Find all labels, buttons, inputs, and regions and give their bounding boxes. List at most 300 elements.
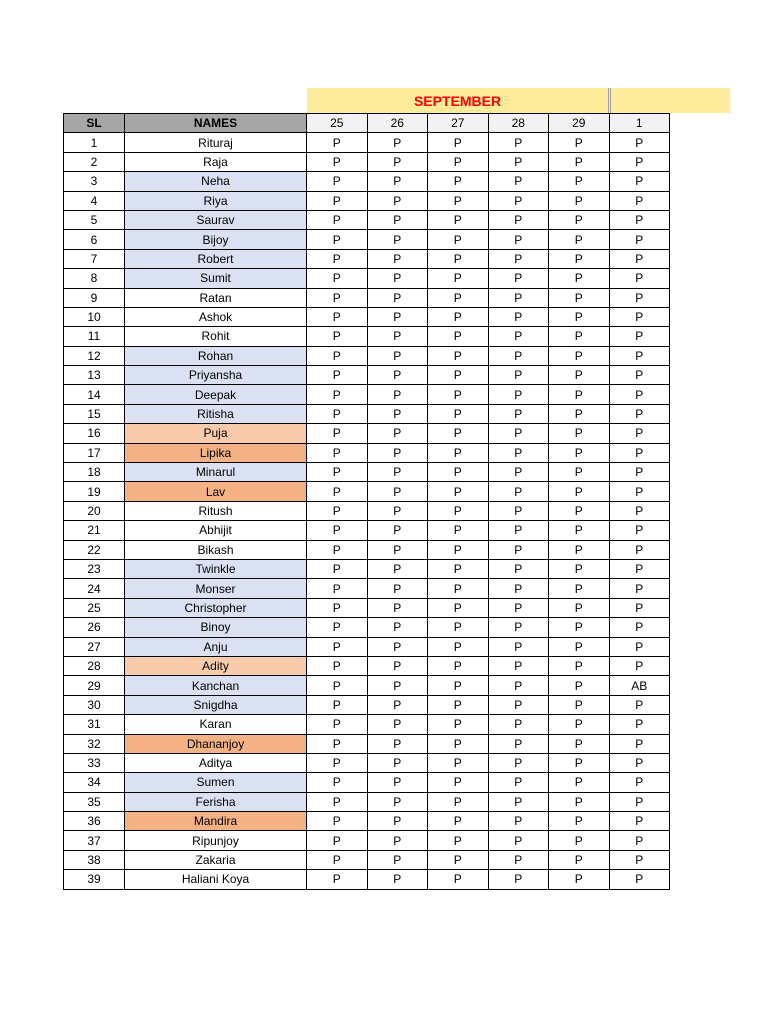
attendance-cell[interactable]: P [307,734,368,753]
attendance-cell[interactable]: P [549,230,610,249]
attendance-cell[interactable]: P [428,327,489,346]
attendance-cell[interactable]: P [488,463,549,482]
sl-cell[interactable]: 10 [64,307,125,326]
attendance-cell[interactable]: P [549,404,610,423]
sl-cell[interactable]: 5 [64,210,125,229]
name-cell[interactable]: Ashok [125,307,307,326]
attendance-cell[interactable]: P [428,676,489,695]
name-cell[interactable]: Snigdha [125,695,307,714]
sl-cell[interactable]: 26 [64,618,125,637]
attendance-cell[interactable]: P [307,715,368,734]
attendance-cell[interactable]: P [488,598,549,617]
attendance-cell[interactable]: P [428,715,489,734]
name-cell[interactable]: Aditya [125,753,307,772]
attendance-cell[interactable]: P [307,424,368,443]
attendance-cell[interactable]: P [367,812,428,831]
name-cell[interactable]: Rohit [125,327,307,346]
attendance-cell[interactable]: P [307,463,368,482]
attendance-cell[interactable]: P [609,307,670,326]
attendance-cell[interactable]: P [549,870,610,889]
attendance-cell[interactable]: P [609,812,670,831]
attendance-cell[interactable]: P [307,812,368,831]
attendance-cell[interactable]: P [367,230,428,249]
attendance-cell[interactable]: P [367,656,428,675]
attendance-cell[interactable]: P [549,540,610,559]
attendance-cell[interactable]: P [367,676,428,695]
sl-cell[interactable]: 6 [64,230,125,249]
attendance-cell[interactable]: P [307,482,368,501]
attendance-cell[interactable]: P [367,249,428,268]
attendance-cell[interactable]: P [488,249,549,268]
sl-cell[interactable]: 1 [64,133,125,152]
attendance-cell[interactable]: P [488,133,549,152]
attendance-cell[interactable]: P [549,753,610,772]
name-cell[interactable]: Riya [125,191,307,210]
sl-cell[interactable]: 4 [64,191,125,210]
attendance-cell[interactable]: P [549,366,610,385]
attendance-cell[interactable]: P [488,676,549,695]
attendance-cell[interactable]: P [307,540,368,559]
attendance-cell[interactable]: P [307,501,368,520]
attendance-cell[interactable]: P [367,715,428,734]
attendance-cell[interactable]: P [307,656,368,675]
attendance-cell[interactable]: P [428,463,489,482]
attendance-cell[interactable]: P [367,482,428,501]
attendance-cell[interactable]: P [428,404,489,423]
attendance-cell[interactable]: P [488,269,549,288]
attendance-cell[interactable]: P [428,152,489,171]
name-cell[interactable]: Mandira [125,812,307,831]
sl-cell[interactable]: 23 [64,559,125,578]
attendance-cell[interactable]: P [488,191,549,210]
attendance-cell[interactable]: P [488,695,549,714]
attendance-cell[interactable]: P [549,734,610,753]
attendance-cell[interactable]: P [367,637,428,656]
attendance-cell[interactable]: P [367,521,428,540]
name-cell[interactable]: Raja [125,152,307,171]
attendance-cell[interactable]: P [367,366,428,385]
attendance-cell[interactable]: P [549,695,610,714]
attendance-cell[interactable]: P [367,540,428,559]
name-cell[interactable]: Bijoy [125,230,307,249]
name-cell[interactable]: Lav [125,482,307,501]
attendance-cell[interactable]: P [428,346,489,365]
sl-cell[interactable]: 17 [64,443,125,462]
attendance-cell[interactable]: P [549,656,610,675]
attendance-cell[interactable]: P [367,288,428,307]
attendance-cell[interactable]: P [549,850,610,869]
attendance-cell[interactable]: P [488,812,549,831]
attendance-cell[interactable]: P [549,269,610,288]
attendance-cell[interactable]: P [609,191,670,210]
attendance-cell[interactable]: P [428,366,489,385]
attendance-cell[interactable]: P [367,870,428,889]
name-cell[interactable]: Sumen [125,773,307,792]
sl-cell[interactable]: 31 [64,715,125,734]
attendance-cell[interactable]: P [367,792,428,811]
attendance-cell[interactable]: P [488,404,549,423]
sl-cell[interactable]: 18 [64,463,125,482]
attendance-cell[interactable]: P [488,773,549,792]
attendance-cell[interactable]: P [609,269,670,288]
attendance-cell[interactable]: P [428,249,489,268]
attendance-cell[interactable]: P [549,812,610,831]
name-cell[interactable]: Minarul [125,463,307,482]
sl-cell[interactable]: 2 [64,152,125,171]
attendance-cell[interactable]: P [488,870,549,889]
attendance-cell[interactable]: P [549,210,610,229]
attendance-cell[interactable]: P [307,191,368,210]
attendance-cell[interactable]: P [367,269,428,288]
attendance-cell[interactable]: P [609,133,670,152]
attendance-cell[interactable]: P [367,831,428,850]
attendance-cell[interactable]: P [428,734,489,753]
attendance-cell[interactable]: P [307,327,368,346]
attendance-cell[interactable]: P [428,695,489,714]
attendance-cell[interactable]: P [549,676,610,695]
attendance-cell[interactable]: P [549,133,610,152]
attendance-cell[interactable]: P [367,172,428,191]
sl-cell[interactable]: 8 [64,269,125,288]
attendance-cell[interactable]: P [307,288,368,307]
sl-cell[interactable]: 16 [64,424,125,443]
date-header[interactable]: 29 [549,114,610,133]
date-header[interactable]: 26 [367,114,428,133]
attendance-cell[interactable]: P [307,637,368,656]
attendance-cell[interactable]: P [307,307,368,326]
attendance-cell[interactable]: P [609,172,670,191]
attendance-cell[interactable]: P [609,463,670,482]
attendance-cell[interactable]: P [609,482,670,501]
attendance-cell[interactable]: P [488,850,549,869]
attendance-cell[interactable]: P [609,210,670,229]
attendance-cell[interactable]: P [549,598,610,617]
attendance-cell[interactable]: P [367,327,428,346]
name-cell[interactable]: Ferisha [125,792,307,811]
attendance-cell[interactable]: P [488,753,549,772]
attendance-cell[interactable]: P [428,288,489,307]
attendance-cell[interactable]: P [549,249,610,268]
attendance-cell[interactable]: P [428,559,489,578]
attendance-cell[interactable]: P [307,404,368,423]
attendance-cell[interactable]: P [367,133,428,152]
date-header[interactable]: 27 [428,114,489,133]
sl-cell[interactable]: 29 [64,676,125,695]
name-cell[interactable]: Ratan [125,288,307,307]
attendance-cell[interactable]: P [609,559,670,578]
sl-cell[interactable]: 22 [64,540,125,559]
attendance-cell[interactable]: P [488,540,549,559]
names-header[interactable]: NAMES [125,114,307,133]
attendance-cell[interactable]: P [367,443,428,462]
name-cell[interactable]: Bikash [125,540,307,559]
name-cell[interactable]: Priyansha [125,366,307,385]
name-cell[interactable]: Anju [125,637,307,656]
attendance-cell[interactable]: P [488,482,549,501]
sl-cell[interactable]: 32 [64,734,125,753]
attendance-cell[interactable]: P [609,152,670,171]
attendance-cell[interactable]: P [488,792,549,811]
name-cell[interactable]: Zakaria [125,850,307,869]
attendance-cell[interactable]: AB [609,676,670,695]
name-cell[interactable]: Karan [125,715,307,734]
attendance-cell[interactable]: P [609,579,670,598]
attendance-cell[interactable]: P [367,734,428,753]
attendance-cell[interactable]: P [609,404,670,423]
attendance-cell[interactable]: P [609,850,670,869]
attendance-cell[interactable]: P [307,753,368,772]
attendance-cell[interactable]: P [549,346,610,365]
sl-cell[interactable]: 39 [64,870,125,889]
attendance-cell[interactable]: P [367,559,428,578]
attendance-cell[interactable]: P [307,676,368,695]
name-cell[interactable]: Saurav [125,210,307,229]
attendance-cell[interactable]: P [367,152,428,171]
sl-cell[interactable]: 21 [64,521,125,540]
attendance-cell[interactable]: P [488,385,549,404]
attendance-cell[interactable]: P [428,656,489,675]
attendance-cell[interactable]: P [367,579,428,598]
attendance-cell[interactable]: P [549,792,610,811]
attendance-cell[interactable]: P [549,443,610,462]
attendance-cell[interactable]: P [367,753,428,772]
attendance-cell[interactable]: P [609,230,670,249]
attendance-cell[interactable]: P [428,579,489,598]
sl-cell[interactable]: 27 [64,637,125,656]
name-cell[interactable]: Ritisha [125,404,307,423]
sl-header[interactable]: SL [64,114,125,133]
attendance-cell[interactable]: P [367,404,428,423]
attendance-cell[interactable]: P [307,152,368,171]
attendance-cell[interactable]: P [488,656,549,675]
sl-cell[interactable]: 7 [64,249,125,268]
attendance-cell[interactable]: P [428,753,489,772]
date-header[interactable]: 1 [609,114,670,133]
attendance-cell[interactable]: P [367,424,428,443]
attendance-cell[interactable]: P [307,210,368,229]
attendance-cell[interactable]: P [428,637,489,656]
attendance-cell[interactable]: P [488,618,549,637]
attendance-cell[interactable]: P [549,831,610,850]
attendance-cell[interactable]: P [307,618,368,637]
attendance-cell[interactable]: P [488,288,549,307]
attendance-cell[interactable]: P [428,133,489,152]
name-cell[interactable]: Binoy [125,618,307,637]
attendance-cell[interactable]: P [549,288,610,307]
attendance-cell[interactable]: P [428,870,489,889]
name-cell[interactable]: Rituraj [125,133,307,152]
attendance-cell[interactable]: P [428,191,489,210]
attendance-cell[interactable]: P [609,346,670,365]
date-header[interactable]: 28 [488,114,549,133]
attendance-cell[interactable]: P [488,559,549,578]
sl-cell[interactable]: 11 [64,327,125,346]
attendance-cell[interactable]: P [609,831,670,850]
attendance-cell[interactable]: P [428,443,489,462]
sl-cell[interactable]: 36 [64,812,125,831]
sl-cell[interactable]: 13 [64,366,125,385]
attendance-cell[interactable]: P [307,366,368,385]
attendance-cell[interactable]: P [367,346,428,365]
attendance-cell[interactable]: P [609,792,670,811]
attendance-cell[interactable]: P [609,753,670,772]
name-cell[interactable]: Sumit [125,269,307,288]
attendance-cell[interactable]: P [428,792,489,811]
attendance-cell[interactable]: P [307,598,368,617]
attendance-cell[interactable]: P [307,559,368,578]
attendance-cell[interactable]: P [428,269,489,288]
attendance-cell[interactable]: P [307,521,368,540]
sl-cell[interactable]: 15 [64,404,125,423]
attendance-cell[interactable]: P [609,637,670,656]
attendance-cell[interactable]: P [307,695,368,714]
attendance-cell[interactable]: P [609,424,670,443]
sl-cell[interactable]: 33 [64,753,125,772]
attendance-cell[interactable]: P [307,346,368,365]
sl-cell[interactable]: 20 [64,501,125,520]
name-cell[interactable]: Dhananjoy [125,734,307,753]
attendance-cell[interactable]: P [549,521,610,540]
attendance-cell[interactable]: P [488,307,549,326]
attendance-cell[interactable]: P [609,288,670,307]
attendance-cell[interactable]: P [549,152,610,171]
attendance-cell[interactable]: P [428,385,489,404]
attendance-cell[interactable]: P [367,191,428,210]
attendance-cell[interactable]: P [307,172,368,191]
attendance-cell[interactable]: P [609,385,670,404]
attendance-cell[interactable]: P [307,792,368,811]
name-cell[interactable]: Neha [125,172,307,191]
name-cell[interactable]: Kanchan [125,676,307,695]
attendance-cell[interactable]: P [549,637,610,656]
attendance-cell[interactable]: P [307,230,368,249]
sl-cell[interactable]: 38 [64,850,125,869]
name-cell[interactable]: Puja [125,424,307,443]
attendance-cell[interactable]: P [609,734,670,753]
attendance-cell[interactable]: P [609,695,670,714]
attendance-cell[interactable]: P [609,366,670,385]
attendance-cell[interactable]: P [609,656,670,675]
attendance-cell[interactable]: P [609,598,670,617]
attendance-cell[interactable]: P [307,269,368,288]
attendance-cell[interactable]: P [307,249,368,268]
attendance-cell[interactable]: P [609,870,670,889]
attendance-cell[interactable]: P [609,540,670,559]
attendance-cell[interactable]: P [428,812,489,831]
attendance-cell[interactable]: P [549,172,610,191]
attendance-cell[interactable]: P [428,831,489,850]
attendance-cell[interactable]: P [549,501,610,520]
sl-cell[interactable]: 3 [64,172,125,191]
name-cell[interactable]: Adity [125,656,307,675]
attendance-cell[interactable]: P [367,695,428,714]
name-cell[interactable]: Haliani Koya [125,870,307,889]
attendance-cell[interactable]: P [367,850,428,869]
sl-cell[interactable]: 34 [64,773,125,792]
attendance-cell[interactable]: P [488,366,549,385]
attendance-cell[interactable]: P [307,443,368,462]
attendance-cell[interactable]: P [549,307,610,326]
name-cell[interactable]: Twinkle [125,559,307,578]
sl-cell[interactable]: 14 [64,385,125,404]
sl-cell[interactable]: 25 [64,598,125,617]
attendance-cell[interactable]: P [428,598,489,617]
attendance-cell[interactable]: P [488,152,549,171]
attendance-cell[interactable]: P [488,327,549,346]
attendance-cell[interactable]: P [549,773,610,792]
name-cell[interactable]: Lipika [125,443,307,462]
attendance-cell[interactable]: P [428,172,489,191]
sl-cell[interactable]: 19 [64,482,125,501]
attendance-cell[interactable]: P [549,463,610,482]
attendance-cell[interactable]: P [307,385,368,404]
attendance-cell[interactable]: P [549,618,610,637]
attendance-cell[interactable]: P [488,346,549,365]
attendance-cell[interactable]: P [609,327,670,346]
attendance-cell[interactable]: P [609,501,670,520]
attendance-cell[interactable]: P [609,249,670,268]
attendance-cell[interactable]: P [488,734,549,753]
attendance-cell[interactable]: P [609,618,670,637]
attendance-cell[interactable]: P [488,443,549,462]
name-cell[interactable]: Deepak [125,385,307,404]
name-cell[interactable]: Robert [125,249,307,268]
attendance-cell[interactable]: P [307,850,368,869]
attendance-cell[interactable]: P [307,773,368,792]
date-header[interactable]: 25 [307,114,368,133]
attendance-cell[interactable]: P [307,579,368,598]
attendance-cell[interactable]: P [428,521,489,540]
attendance-cell[interactable]: P [367,501,428,520]
attendance-cell[interactable]: P [367,598,428,617]
attendance-cell[interactable]: P [488,521,549,540]
attendance-cell[interactable]: P [549,715,610,734]
attendance-cell[interactable]: P [549,559,610,578]
name-cell[interactable]: Ripunjoy [125,831,307,850]
attendance-cell[interactable]: P [609,715,670,734]
attendance-cell[interactable]: P [367,773,428,792]
attendance-cell[interactable]: P [428,424,489,443]
attendance-cell[interactable]: P [367,618,428,637]
name-cell[interactable]: Christopher [125,598,307,617]
attendance-cell[interactable]: P [549,327,610,346]
attendance-cell[interactable]: P [549,482,610,501]
attendance-cell[interactable]: P [488,172,549,191]
attendance-cell[interactable]: P [367,210,428,229]
attendance-cell[interactable]: P [428,307,489,326]
attendance-cell[interactable]: P [428,501,489,520]
attendance-cell[interactable]: P [428,773,489,792]
attendance-cell[interactable]: P [367,463,428,482]
attendance-cell[interactable]: P [609,773,670,792]
attendance-cell[interactable]: P [428,210,489,229]
attendance-cell[interactable]: P [488,230,549,249]
attendance-cell[interactable]: P [609,443,670,462]
sl-cell[interactable]: 37 [64,831,125,850]
attendance-cell[interactable]: P [549,579,610,598]
attendance-cell[interactable]: P [609,521,670,540]
attendance-cell[interactable]: P [488,210,549,229]
attendance-cell[interactable]: P [488,715,549,734]
sl-cell[interactable]: 24 [64,579,125,598]
attendance-cell[interactable]: P [488,424,549,443]
attendance-cell[interactable]: P [549,191,610,210]
attendance-cell[interactable]: P [307,831,368,850]
name-cell[interactable]: Rohan [125,346,307,365]
attendance-cell[interactable]: P [488,579,549,598]
sl-cell[interactable]: 9 [64,288,125,307]
name-cell[interactable]: Monser [125,579,307,598]
